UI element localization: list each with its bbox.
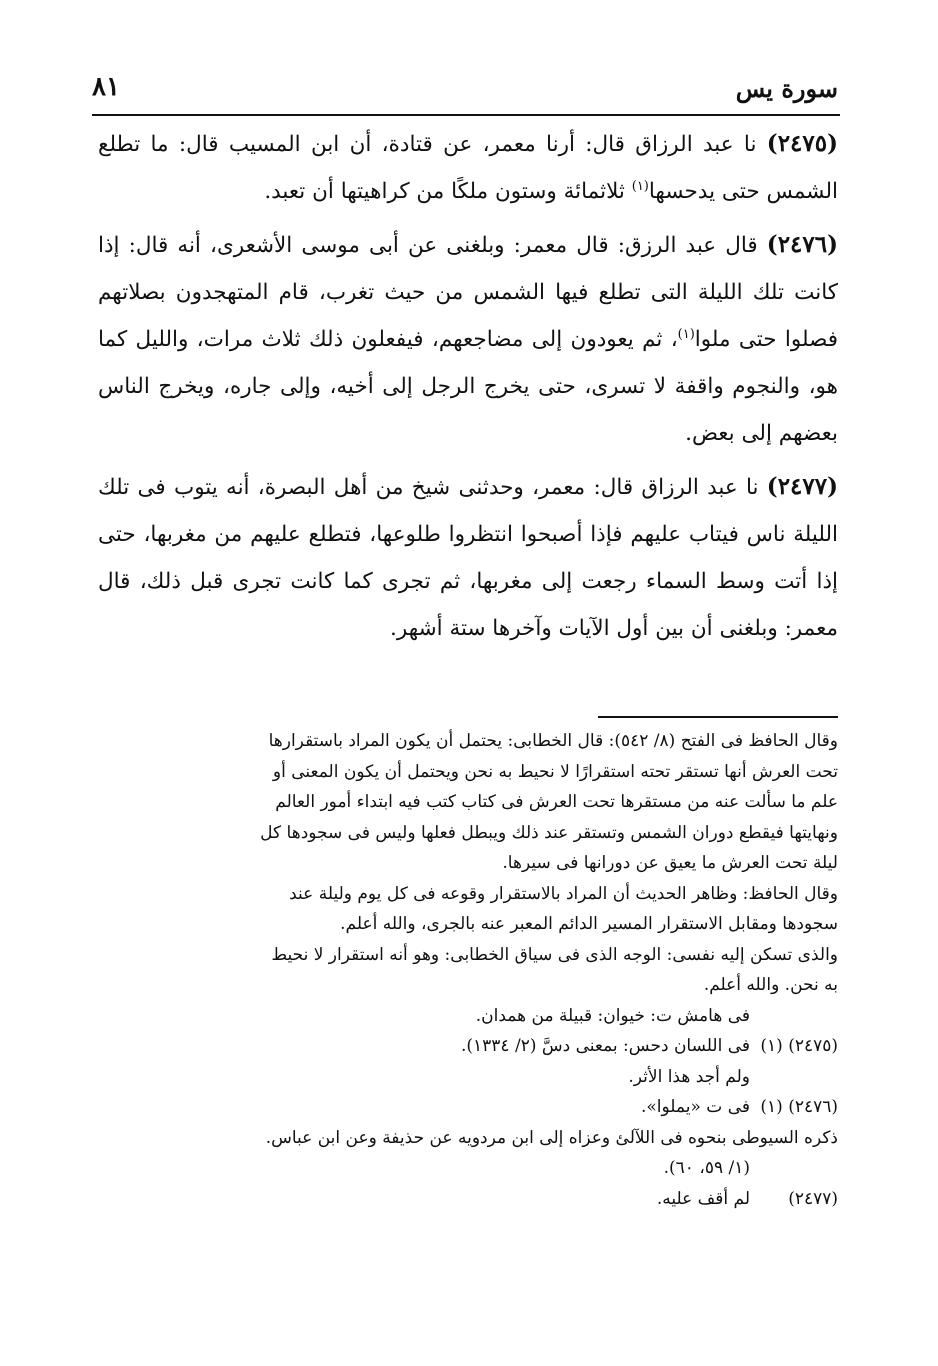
footnote-ref: (٢٤٧٦) (١): [760, 1097, 838, 1117]
hadith-number: (٢٤٧٧): [766, 473, 838, 500]
hadith-text: ثلاثمائة وستون ملكًا من كراهيتها أن تعبد.: [264, 179, 632, 204]
footnote-divider: [598, 716, 838, 718]
footnote-text: فى اللسان دحس: بمعنى دسَّ (٢/ ١٣٣٤).: [460, 1036, 750, 1056]
footnote-text: فى ت «يملوا».: [640, 1097, 750, 1117]
footnote-numbered: [98, 1092, 838, 1123]
page-header: [92, 72, 838, 108]
footnote-line: سجودها ومقابل الاستقرار المسير الدائم المعبر عنه بالجرى، والله أعلم.: [340, 914, 838, 934]
main-text: [98, 120, 838, 658]
footnote-text: لم أقف عليه.: [656, 1188, 750, 1209]
surah-title: سورة يس: [735, 74, 838, 103]
footnote-line: فى هامش ت: خيوان: قبيلة من همدان.: [475, 1005, 750, 1026]
hadith-text: نا عبد الرزاق قال: أرنا معمر، عن قتادة، أن ابن المسيب قال: ما تطلع الشمس حتى يدحسها: [98, 132, 838, 204]
hadith-2476: [98, 221, 838, 457]
footnote-line: والذى تسكن إليه نفسى: الوجه الذى فى سياق الخطابى: وهو أنه استقرار لا نحيط: [271, 944, 838, 965]
hadith-2477: [98, 463, 838, 652]
footnote-line: ليلة تحت العرش ما يعيق عن دورانها فى سيرها.: [502, 853, 838, 873]
footnote-line: (١/ ٥٩، ٦٠).: [663, 1158, 750, 1178]
footnote-numbered: [98, 1062, 838, 1093]
footnote-text: ولم أجد هذا الأثر.: [628, 1066, 750, 1087]
footnote-line: به نحن. والله أعلم.: [703, 975, 838, 995]
footnote-ref: (٢٤٧٥) (١): [760, 1036, 838, 1056]
footnote-line: وقال الحافظ: وظاهر الحديث أن المراد بالاستقرار وقوعه فى كل يوم وليلة عند: [289, 883, 838, 904]
page-number: ٨١: [92, 72, 120, 102]
hadith-number: (٢٤٧٦): [766, 231, 838, 258]
hadith-text: نا عبد الرزاق قال: معمر، وحدثنى شيخ من أهل البصرة، أنه يتوب فى تلك الليلة ناس فيتاب عليهم فإذا أصبحوا انتظروا طلوعها، فتطلع عليهم من مغربها، حتى إذا أتت وسط السماء رجعت إلى مغربها، ثم تجرى كما كانت تجرى قبل ذلك، قال معمر: وبلغنى أن بين أول الآيات وآخرها ستة أشهر.: [98, 475, 838, 641]
footnote-numbered: [98, 1031, 838, 1062]
footnote-ref: (٢٤٧٧): [788, 1188, 838, 1209]
footnote-marker: (١): [631, 178, 649, 194]
footnote-line: ذكره السيوطى بنحوه فى اللآلئ وعزاه إلى ابن مردويه عن حذيفة وعن ابن عباس.: [265, 1127, 838, 1148]
hadith-2475: [98, 120, 838, 215]
footnote-line: تحت العرش أنها تستقر تحته استقرارًا لا نحيط به نحن ويحتمل أن يكون المعنى أو: [272, 761, 838, 782]
footnote-line: وقال الحافظ فى الفتح (٨/ ٥٤٢): قال الخطابى: يحتمل أن يكون المراد باستقرارها: [268, 731, 838, 751]
footnote-line: ونهايتها فيقطع دوران الشمس وتستقر عند ذلك ويبطل فعلها وليس فى سجودها كل: [260, 822, 838, 843]
footnote-marker: (١): [677, 326, 695, 342]
footnote-numbered: [98, 1184, 838, 1215]
header-divider: [92, 114, 840, 116]
hadith-text: قال عبد الرزق: قال معمر: وبلغنى عن أبى موسى الأشعرى، أنه قال: إذا كانت تلك الليلة التى تطلع فيها الشمس من حيث تغرب، قام المتهجدون بصلاتهم فصلوا حتى ملوا: [98, 233, 838, 352]
footnotes: [98, 726, 838, 1214]
hadith-text: ، ثم يعودون إلى مضاجعهم، فيفعلون ذلك ثلاث مرات، والليل كما هو، والنجوم واقفة لا تسرى، حتى يخرج الرجل إلى أخيه، وإلى جاره، ويخرج الناس بعضهم إلى بعض.: [98, 327, 838, 446]
footnote-line: علم ما سألت عنه من مستقرها تحت العرش فى كتاب كتب فيه ابتداء أمور العالم: [275, 792, 838, 812]
hadith-number: (٢٤٧٥): [766, 130, 838, 157]
